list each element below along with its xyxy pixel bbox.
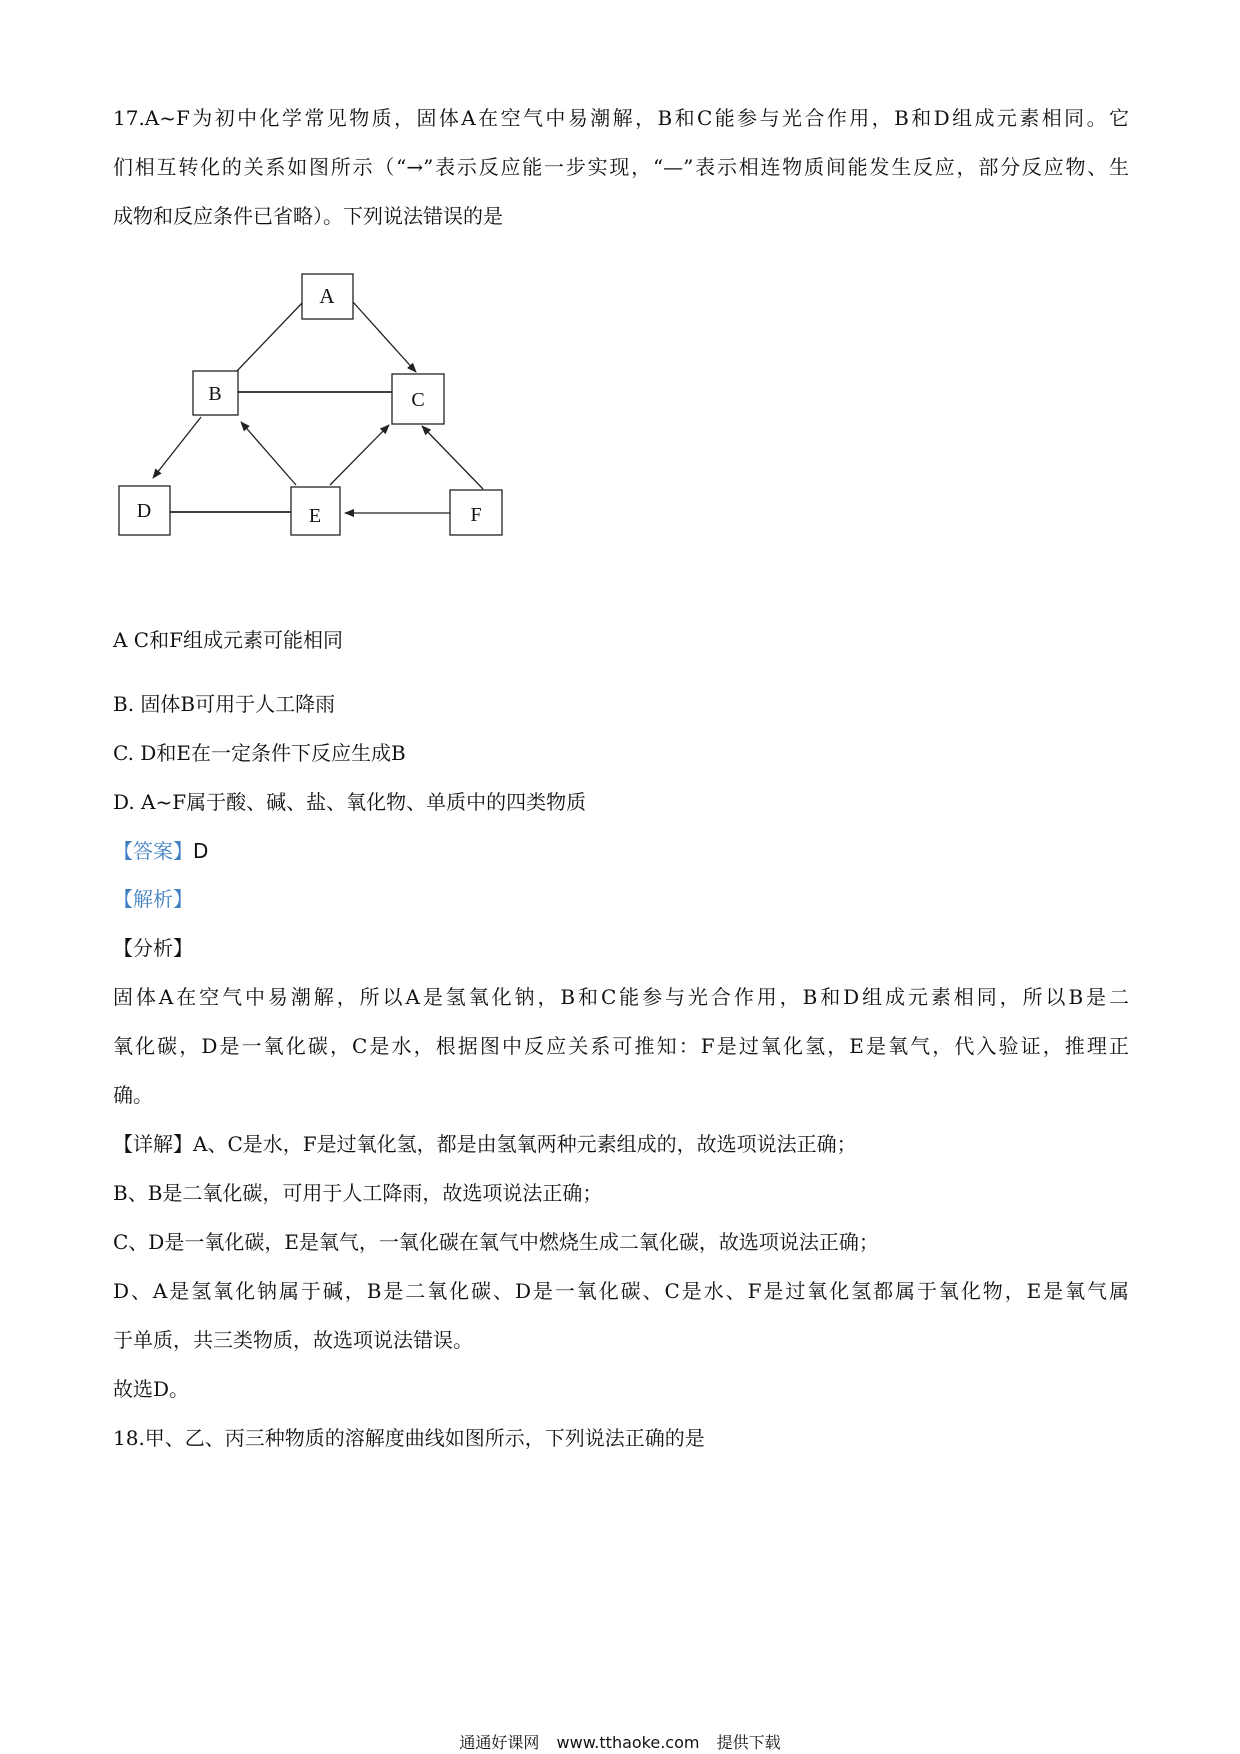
detail-line-1: 【详解】A、C是水，F是过氧化氢，都是由氢氧两种元素组成的，故选项说法正确； [113,1132,857,1156]
node-c-label: C [411,389,425,411]
option-a: A C和F组成元素可能相同 [113,628,343,652]
node-d-label: D [136,500,152,522]
node-e-label: E [308,505,322,527]
footer-url[interactable]: www.tthaoke.com [556,1733,700,1752]
edge-e-b-arrow [241,422,296,485]
edge-f-c-arrow [422,426,483,489]
question-17-line-1: 17.A~F为初中化学常见物质，固体A在空气中易潮解，B和C能参与光合作用，B和D组成元素相同。它 [113,106,1129,130]
detail-line-2: B、B是二氧化碳，可用于人工降雨，故选项说法正确； [113,1181,603,1205]
node-a [302,274,353,319]
node-d [119,486,170,535]
node-f-label: F [470,504,482,526]
answer-line [113,837,208,865]
question-18-line-1: 18.甲、乙、丙三种物质的溶解度曲线如图所示，下列说法正确的是 [113,1426,705,1450]
footer-tagline: 提供下载 [716,1733,781,1752]
edge-e-c-arrow [330,425,389,485]
edge-a-c-arrow [353,302,416,372]
answer-value: D [193,839,209,863]
edge-a-b-line [236,302,303,372]
question-17-line-3: 成物和反应条件已省略）。下列说法错误的是 [113,204,503,228]
detail-line-3: C、D是一氧化碳，E是氧气，一氧化碳在氧气中燃烧生成二氧化碳，故选项说法正确； [113,1230,879,1254]
detail-line-5: 于单质，共三类物质，故选项说法错误。 [113,1328,473,1352]
answer-label: 【答案】 [113,839,193,863]
node-c [392,374,444,424]
node-e [291,487,340,535]
detail-line-6: 故选D。 [113,1377,190,1401]
node-a-label: A [319,284,335,308]
option-c: C. D和E在一定条件下反应生成B [113,741,406,765]
footer-site-name: 通通好课网 [459,1733,540,1752]
question-17-line-2: 们相互转化的关系如图所示（“→”表示反应能一步实现，“—”表示相连物质间能发生反应，部分反应物、生 [113,155,1129,179]
analysis-label: 【解析】 [113,887,193,911]
reaction-relationship-diagram [0,0,560,560]
edge-b-d-arrow [153,417,201,478]
fenxi-line-3: 确。 [113,1083,153,1107]
node-b-label: B [208,383,222,405]
page-footer [0,1730,1240,1753]
node-f [450,490,502,535]
node-b [193,371,238,415]
fenxi-line-1: 固体A在空气中易潮解，所以A是氢氧化钠，B和C能参与光合作用，B和D组成元素相同，所以B是二 [113,985,1129,1009]
detail-line-4: D、A是氢氧化钠属于碱，B是二氧化碳、D是一氧化碳、C是水、F是过氧化氢都属于氧化物，E是氧气属 [113,1279,1129,1303]
option-b: B. 固体B可用于人工降雨 [113,692,336,716]
fenxi-line-2: 氧化碳，D是一氧化碳，C是水，根据图中反应关系可推知：F是过氧化氢，E是氧气，代入验证，推理正 [113,1034,1129,1058]
option-d: D. A~F属于酸、碱、盐、氧化物、单质中的四类物质 [113,790,587,814]
fenxi-label: 【分析】 [113,936,193,960]
